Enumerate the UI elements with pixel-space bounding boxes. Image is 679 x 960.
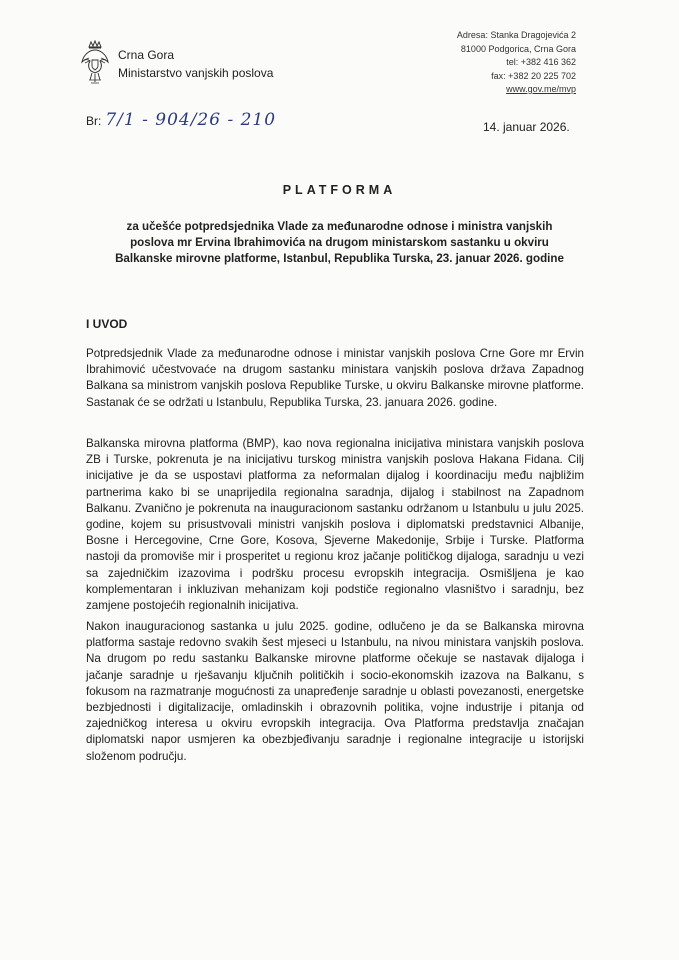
montenegro-coat-of-arms-icon — [80, 40, 110, 86]
reference-label: Br: — [86, 114, 102, 128]
website-link[interactable]: www.gov.me/mvp — [506, 84, 576, 94]
document-subtitle: za učešće potpredsjednika Vlade za međunarodne odnose i ministra vanjskih poslova mr Ervina Ibrahimovića na drugom ministarskom sastanku u okviru Balkanske mirovne platforme, Istanbul, Republika Turska, 23. januar 2026. godine — [115, 220, 564, 265]
city-address: 81000 Podgorica, Crna Gora — [460, 43, 576, 54]
paragraph-2: Balkanska mirovna platforma (BMP), kao nova regionalna inicijativa ministara vanjskih poslova ZB i Turske, pokrenuta je na inicijativu turskog ministra vanjskih poslova Hakana Fidana. Cilj inicijative je da se uspostavi platforma za neformalan dijalog i koordinaciju među najbližim partnerima kako bi se unaprijedila regionalna saradnja, dijalog i stabilnost na Zapadnom Balkanu. Zvanično je pokrenuta na inauguracionom sastanku održanom u Istanbulu u julu 2025. godine, kojem su prisustvovali ministri vanjskih poslova i diplomatski predstavnici Albanije, Bosne i Hercegovine, Crne Gore, Kosova, Sjeverne Makedonije, Srbije i Turske. Platforma nastoji da promoviše mir i prosperitet u regionu kroz jačanje političkog dijaloga, saradnju u vezi sa zajedničkim izazovima i podršku procesu evropskih integracija. Osmišljena je kao komplementaran i inkluzivan mehanizam koji podstiče regionalno vlasništvo i saradnju, bez zamjene postojećih regionalnih inicijativa. — [86, 437, 584, 613]
phone-number: tel: +382 416 362 — [506, 57, 576, 67]
street-address: Adresa: Stanka Dragojevića 2 — [456, 30, 576, 40]
paragraph-1: Potpredsjednik Vlade za međunarodne odnose i ministar vanjskih poslova Crne Gore mr Ervin Ibrahimović učestvovaće na drugom sastanku ministara vanjskih poslova država Zapadnog Balkana sa ministrom vanjskih poslova Republike Turske, u okviru Balkanske mirovne platforme. Sastanak će se održati u Istanbulu, Republika Turska, 23. januara 2026. godine. — [86, 347, 584, 409]
ministry-name — [118, 46, 273, 82]
paragraph-3: Nakon inauguracionog sastanka u julu 2025. godine, odlučeno je da se Balkanska mirovna platforma sastaje redovno svakih šest mjeseci u Istanbulu, na nivou ministara vanjskih poslova. Na drugom po redu sastanku Balkanske mirovne platforme očekuje se nastavak dijaloga i jačanje saradnje u rješavanju ključnih političkih i socio-ekonomskih izazova na Balkanu, s fokusom na razmatranje mogućnosti za unapređenje saradnje u oblasti povezanosti, energetske bezbjednosti i digitalizacije, omladinskih i obrazovnih politika, vojne industrije i pitanja od zajedničkog interesa u okviru evropskih integracija. Ova Platforma predstavlja značajan diplomatski napor usmjeren ka obezbjeđivanju saradnje i regionalne integracije u istorijski složenom području. — [86, 620, 584, 763]
document-title: PLATFORMA — [282, 183, 397, 197]
section-heading: I UVOD — [86, 317, 128, 331]
fax-number: fax: +382 20 225 702 — [491, 70, 576, 81]
ministry-title: Ministarstvo vanjskih poslova — [118, 66, 274, 80]
handwritten-reference: 7/1 - 904/26 - 210 — [105, 110, 277, 130]
document-date: 14. januar 2026. — [483, 120, 570, 134]
country-name: Crna Gora — [118, 48, 175, 62]
reference-number — [86, 110, 276, 130]
contact-block — [457, 29, 576, 97]
